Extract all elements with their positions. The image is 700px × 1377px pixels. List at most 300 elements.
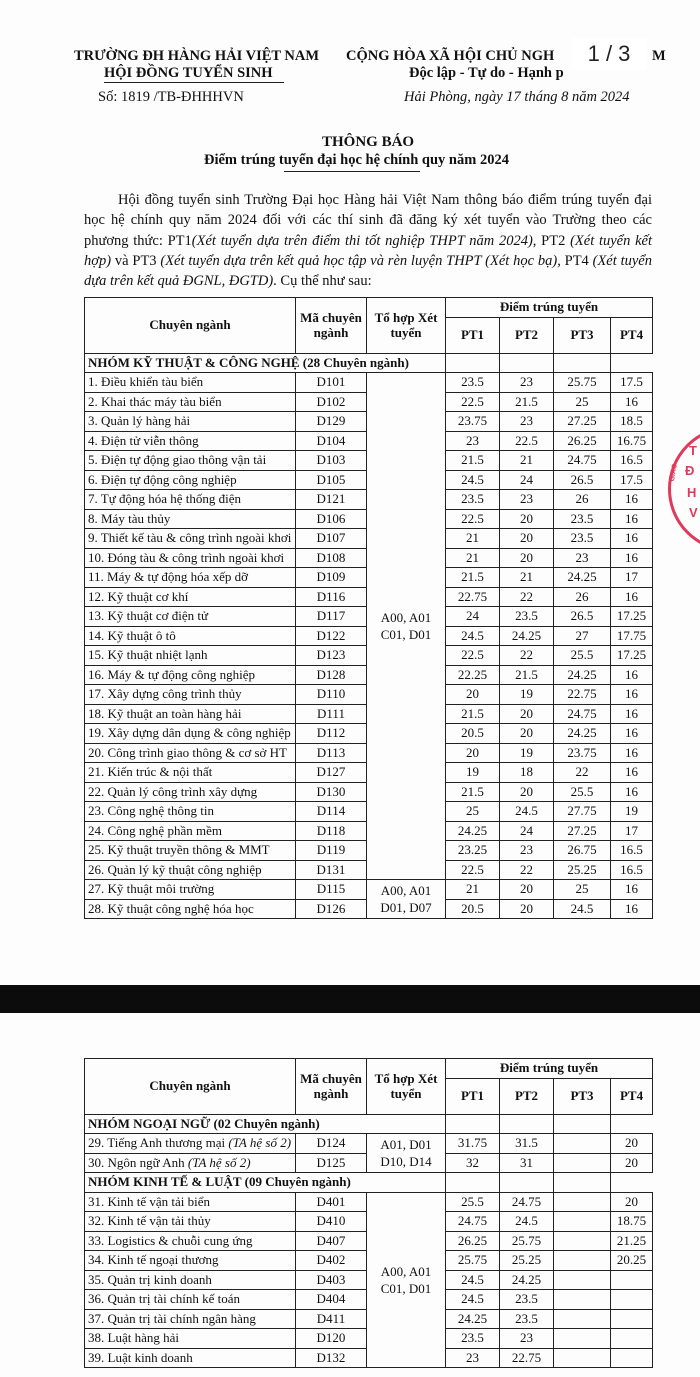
score-cell: 17.25 (611, 607, 653, 627)
score-cell: 27.25 (554, 412, 611, 432)
table-row (85, 373, 653, 393)
major-name: 6. Điện tự động công nghiệp (85, 470, 296, 490)
score-cell: 22 (554, 763, 611, 783)
score-cell: 26.5 (554, 607, 611, 627)
score-cell: 25 (446, 802, 500, 822)
score-cell: 24.25 (554, 665, 611, 685)
score-cell: 17 (611, 568, 653, 588)
major-code: D105 (296, 470, 367, 490)
score-cell: 21.5 (446, 451, 500, 471)
col-pt2-header: PT2 (500, 317, 554, 353)
major-code: D114 (296, 802, 367, 822)
major-code: D128 (296, 665, 367, 685)
major-name: 11. Máy & tự động hóa xếp dỡ (85, 568, 296, 588)
score-cell: 23 (500, 412, 554, 432)
stamp-char: V (689, 505, 698, 520)
combo-cell: A00, A01 D01, D07 (367, 880, 446, 919)
col-score-header: Điểm trúng tuyển (446, 298, 653, 318)
major-code: D103 (296, 451, 367, 471)
score-cell: 25 (554, 880, 611, 900)
score-cell: 16 (611, 665, 653, 685)
major-code: D118 (296, 821, 367, 841)
score-cell: 20 (611, 1134, 653, 1154)
group-label: NHÓM KỸ THUẬT & CÔNG NGHỆ (28 Chuyên ngành) (85, 353, 446, 373)
score-cell: 23 (500, 490, 554, 510)
major-code: D104 (296, 431, 367, 451)
major-code: D101 (296, 373, 367, 393)
score-cell: 27.75 (554, 802, 611, 822)
score-cell: 24.75 (554, 451, 611, 471)
major-code: D124 (296, 1134, 367, 1154)
empty-cell (500, 1114, 554, 1134)
major-name: 19. Xây dựng dân dụng & công nghiệp (85, 724, 296, 744)
score-cell: 21.5 (500, 392, 554, 412)
major-code: D411 (296, 1309, 367, 1329)
major-code: D403 (296, 1270, 367, 1290)
major-code: D131 (296, 860, 367, 880)
major-name: 21. Kiến trúc & nội thất (85, 763, 296, 783)
score-cell: 32 (446, 1153, 500, 1173)
empty-cell (500, 1173, 554, 1193)
score-cell: 26.25 (554, 431, 611, 451)
group-label: NHÓM KINH TẾ & LUẬT (09 Chuyên ngành) (85, 1173, 446, 1193)
empty-cell (446, 1114, 500, 1134)
score-cell: 24.25 (446, 821, 500, 841)
score-cell: 24.75 (500, 1192, 554, 1212)
nation-title: CỘNG HÒA XÃ HỘI CHỦ NGH (346, 48, 555, 64)
score-cell: 23.75 (554, 743, 611, 763)
score-cell: 16 (611, 704, 653, 724)
score-cell: 16.5 (611, 860, 653, 880)
score-cell: 24.5 (554, 899, 611, 919)
score-cell (554, 1134, 611, 1154)
col-pt3-header: PT3 (554, 1078, 611, 1114)
header-underline (104, 82, 284, 83)
major-code: D120 (296, 1329, 367, 1349)
major-code: D402 (296, 1251, 367, 1271)
score-cell: 21.5 (446, 782, 500, 802)
major-name: 17. Xây dựng công trình thủy (85, 685, 296, 705)
score-cell: 24.25 (500, 626, 554, 646)
major-code: D132 (296, 1348, 367, 1368)
score-cell (554, 1212, 611, 1232)
table-row (85, 880, 653, 900)
score-cell (554, 1290, 611, 1310)
major-code: D109 (296, 568, 367, 588)
major-code: D119 (296, 841, 367, 861)
score-cell: 20 (500, 548, 554, 568)
score-cell: 22.5 (500, 431, 554, 451)
document-page-2 (0, 1013, 700, 1377)
para-text-4: , PT4 (557, 252, 593, 269)
major-name: 16. Máy & tự động công nghiệp (85, 665, 296, 685)
col-pt2-header: PT2 (500, 1078, 554, 1114)
col-pt1-header: PT1 (446, 317, 500, 353)
score-cell: 16.5 (611, 451, 653, 471)
major-code: D115 (296, 880, 367, 900)
score-cell: 23.5 (446, 490, 500, 510)
score-cell: 17 (611, 821, 653, 841)
major-code: D122 (296, 626, 367, 646)
major-name: 12. Kỹ thuật cơ khí (85, 587, 296, 607)
para-italic-1: (Xét tuyển dựa trên điểm thi tốt nghiệp THPT năm 2024) (191, 232, 533, 249)
notice-title: THÔNG BÁO (322, 134, 415, 150)
major-name: 33. Logistics & chuỗi cung ứng (85, 1231, 296, 1251)
score-cell: 16 (611, 782, 653, 802)
score-cell: 23 (500, 373, 554, 393)
score-cell: 24.25 (446, 1309, 500, 1329)
score-cell: 20 (611, 1153, 653, 1173)
empty-cell (446, 353, 500, 373)
major-name: 36. Quản trị tài chính kế toán (85, 1290, 296, 1310)
score-cell: 20 (500, 529, 554, 549)
score-cell: 24.75 (446, 1212, 500, 1232)
major-name: 2. Khai thác máy tàu biển (85, 392, 296, 412)
major-name: 31. Kinh tế vận tải biển (85, 1192, 296, 1212)
para-text-3: và PT3 (111, 252, 161, 269)
score-cell (554, 1309, 611, 1329)
score-cell: 19 (500, 685, 554, 705)
major-code: D116 (296, 587, 367, 607)
major-code: D117 (296, 607, 367, 627)
score-cell (554, 1270, 611, 1290)
score-cell (554, 1348, 611, 1368)
col-combo-header: Tổ hợp Xét tuyển (367, 298, 446, 354)
col-pt3-header: PT3 (554, 317, 611, 353)
col-pt4-header: PT4 (611, 1078, 653, 1114)
major-code: D407 (296, 1231, 367, 1251)
score-cell: 25.5 (554, 646, 611, 666)
empty-cell (554, 1173, 611, 1193)
score-cell (554, 1251, 611, 1271)
combo-cell: A00, A01 C01, D01 (367, 1192, 446, 1368)
score-cell: 17.25 (611, 646, 653, 666)
score-cell: 21 (446, 529, 500, 549)
para-italic-4: (Xét tuyển dựa trên kết quả ĐGNL, ĐGTD) (84, 252, 652, 290)
major-code: D112 (296, 724, 367, 744)
major-name: 3. Quản lý hàng hải (85, 412, 296, 432)
score-cell: 22.5 (446, 509, 500, 529)
major-code: D102 (296, 392, 367, 412)
score-cell: 16 (611, 392, 653, 412)
col-major-header: Chuyên ngành (85, 1059, 296, 1115)
combo-cell: A00, A01 C01, D01 (367, 373, 446, 880)
major-code: D125 (296, 1153, 367, 1173)
score-cell: 23.75 (446, 412, 500, 432)
score-cell: 24.75 (554, 704, 611, 724)
score-cell: 24.25 (554, 724, 611, 744)
issue-date: Hải Phòng, ngày 17 tháng 8 năm 2024 (404, 89, 630, 105)
score-cell: 22.75 (500, 1348, 554, 1368)
score-cell: 16 (611, 899, 653, 919)
score-cell: 21 (500, 568, 554, 588)
score-cell: 24 (500, 470, 554, 490)
score-cell: 16 (611, 763, 653, 783)
score-cell: 27 (554, 626, 611, 646)
major-name: 26. Quản lý kỹ thuật công nghiệp (85, 860, 296, 880)
major-name: 28. Kỹ thuật công nghệ hóa học (85, 899, 296, 919)
score-cell: 24 (500, 821, 554, 841)
score-cell: 24.25 (554, 568, 611, 588)
score-cell: 23 (500, 1329, 554, 1349)
score-cell: 24.5 (500, 802, 554, 822)
major-code: D410 (296, 1212, 367, 1232)
major-code: D126 (296, 899, 367, 919)
major-code: D401 (296, 1192, 367, 1212)
major-code: D110 (296, 685, 367, 705)
group-row (85, 1173, 653, 1193)
notice-subtitle: Điểm trúng tuyển đại học hệ chính quy năm 2024 (204, 152, 509, 168)
score-cell: 25.25 (554, 860, 611, 880)
score-cell: 24 (446, 607, 500, 627)
score-cell: 23 (446, 1348, 500, 1368)
score-cell: 23.25 (446, 841, 500, 861)
score-cell: 20 (500, 880, 554, 900)
score-cell: 16 (611, 724, 653, 744)
score-cell: 20 (611, 1192, 653, 1212)
major-code: D404 (296, 1290, 367, 1310)
score-cell: 24.5 (500, 1212, 554, 1232)
major-code: D123 (296, 646, 367, 666)
major-name: 1. Điều khiển tàu biển (85, 373, 296, 393)
major-name: 22. Quản lý công trình xây dựng (85, 782, 296, 802)
para-italic-2: (Xét tuyển kết hợp) (84, 232, 653, 269)
table-row (85, 1134, 653, 1154)
empty-cell (446, 1173, 500, 1193)
score-cell: 26.75 (554, 841, 611, 861)
score-cell: 22 (500, 646, 554, 666)
score-cell: 19 (446, 763, 500, 783)
major-name: 13. Kỹ thuật cơ điện tử (85, 607, 296, 627)
major-name: 34. Kinh tế ngoại thương (85, 1251, 296, 1271)
score-cell (554, 1329, 611, 1349)
score-cell (611, 1270, 653, 1290)
score-cell: 18.5 (611, 412, 653, 432)
motto: Độc lập - Tự do - Hạnh p (409, 65, 564, 81)
empty-cell (611, 1114, 653, 1134)
subtitle-underline (284, 171, 420, 172)
score-cell: 23 (500, 841, 554, 861)
major-code: D106 (296, 509, 367, 529)
major-name: 20. Công trình giao thông & cơ sở HT (85, 743, 296, 763)
score-cell: 20.5 (446, 899, 500, 919)
score-cell: 25.5 (446, 1192, 500, 1212)
score-cell: 16 (611, 509, 653, 529)
score-cell: 25.25 (500, 1251, 554, 1271)
doc-number: Số: 1819 /TB-ĐHHHVN (98, 89, 244, 105)
major-note: (TA hệ số 2) (228, 1135, 292, 1151)
score-cell: 16.75 (611, 431, 653, 451)
score-cell: 31 (500, 1153, 554, 1173)
score-cell: 20.5 (446, 724, 500, 744)
table-row (85, 1192, 653, 1212)
score-cell: 17.5 (611, 373, 653, 393)
col-pt4-header: PT4 (611, 317, 653, 353)
score-cell: 22.5 (446, 860, 500, 880)
major-code: D130 (296, 782, 367, 802)
major-name: 27. Kỹ thuật môi trường (85, 880, 296, 900)
score-cell: 22.5 (446, 392, 500, 412)
empty-cell (611, 353, 653, 373)
score-cell: 21.5 (446, 704, 500, 724)
para-italic-3: (Xét tuyển dựa trên kết quả học tập và rèn luyện THPT (Xét học bạ) (160, 252, 558, 269)
stamp-char: T (689, 443, 697, 458)
score-cell: 26.25 (446, 1231, 500, 1251)
major-name: 7. Tự động hóa hệ thống điện (85, 490, 296, 510)
notice-paragraph (84, 190, 652, 291)
col-score-header: Điểm trúng tuyển (446, 1059, 653, 1079)
major-name: 25. Kỹ thuật truyền thông & MMT (85, 841, 296, 861)
major-code: D107 (296, 529, 367, 549)
major-name: 24. Công nghệ phần mềm (85, 821, 296, 841)
empty-cell (554, 1114, 611, 1134)
score-table-1 (84, 297, 653, 919)
score-cell: 17.75 (611, 626, 653, 646)
major-name: 39. Luật kinh doanh (85, 1348, 296, 1368)
score-cell: 18.75 (611, 1212, 653, 1232)
score-cell: 25.75 (554, 373, 611, 393)
score-table-2 (84, 1058, 653, 1368)
score-cell: 22 (500, 587, 554, 607)
score-cell: 22.25 (446, 665, 500, 685)
group-label: NHÓM NGOẠI NGỮ (02 Chuyên ngành) (85, 1114, 446, 1134)
score-cell: 23.5 (500, 1309, 554, 1329)
page-counter: 1 / 3 (572, 38, 646, 70)
score-cell: 20 (446, 743, 500, 763)
major-name: 4. Điện tử viễn thông (85, 431, 296, 451)
major-code: D111 (296, 704, 367, 724)
score-cell: 16 (611, 529, 653, 549)
score-cell: 22 (500, 860, 554, 880)
score-cell: 21.5 (500, 665, 554, 685)
score-cell: 19 (500, 743, 554, 763)
col-major-header: Chuyên ngành (85, 298, 296, 354)
major-code: D113 (296, 743, 367, 763)
score-cell: 22.75 (554, 685, 611, 705)
major-code: D129 (296, 412, 367, 432)
major-code: D121 (296, 490, 367, 510)
score-cell: 23.5 (554, 529, 611, 549)
score-cell: 22.5 (446, 646, 500, 666)
score-cell: 20 (500, 509, 554, 529)
para-text-2: , PT2 (532, 232, 571, 249)
org-name: TRƯỜNG ĐH HÀNG HẢI VIỆT NAM (74, 48, 320, 64)
major-name: 8. Máy tàu thủy (85, 509, 296, 529)
score-cell: 16.5 (611, 841, 653, 861)
score-cell: 27.25 (554, 821, 611, 841)
major-name: 18. Kỹ thuật an toàn hàng hải (85, 704, 296, 724)
major-name: 9. Thiết kế tàu & công trình ngoài khơi (85, 529, 296, 549)
score-cell: 23.5 (554, 509, 611, 529)
score-cell: 21.5 (446, 568, 500, 588)
score-cell: 25.75 (500, 1231, 554, 1251)
col-combo-header: Tổ hợp Xét tuyển (367, 1059, 446, 1115)
empty-cell (554, 353, 611, 373)
major-name: 38. Luật hàng hải (85, 1329, 296, 1349)
score-cell: 16 (611, 685, 653, 705)
stamp-char: H (687, 485, 697, 500)
score-cell: 21.25 (611, 1231, 653, 1251)
score-cell: 21 (500, 451, 554, 471)
major-name-text: 29. Tiếng Anh thương mại (88, 1135, 229, 1151)
score-cell: 23.5 (446, 373, 500, 393)
score-cell: 16 (611, 743, 653, 763)
score-cell: 16 (611, 587, 653, 607)
col-code-header: Mã chuyên ngành (296, 298, 367, 354)
major-name: 10. Đóng tàu & công trình ngoài khơi (85, 548, 296, 568)
score-cell (611, 1329, 653, 1349)
score-cell: 20.25 (611, 1251, 653, 1271)
empty-cell (500, 353, 554, 373)
score-cell: 26 (554, 587, 611, 607)
score-cell (554, 1192, 611, 1212)
major-name: 37. Quản trị tài chính ngân hàng (85, 1309, 296, 1329)
page-gap (0, 985, 700, 1013)
major-name: 32. Kinh tế vận tải thủy (85, 1212, 296, 1232)
score-cell (554, 1231, 611, 1251)
score-cell: 21 (446, 548, 500, 568)
score-cell: 16 (611, 548, 653, 568)
major-name: 5. Điện tự động giao thông vận tải (85, 451, 296, 471)
score-cell: 25.75 (446, 1251, 500, 1271)
score-cell: 18 (500, 763, 554, 783)
score-cell: 24.5 (446, 470, 500, 490)
para-text-5: . Cụ thể như sau: (273, 273, 372, 290)
score-cell: 26 (554, 490, 611, 510)
stamp-ring-text: GIAO (668, 463, 679, 482)
score-cell: 20 (500, 782, 554, 802)
nation-title-tail: M (652, 48, 666, 64)
major-name: 15. Kỹ thuật nhiệt lạnh (85, 646, 296, 666)
score-cell: 20 (500, 899, 554, 919)
major-code: D108 (296, 548, 367, 568)
score-cell: 24.5 (446, 626, 500, 646)
score-cell: 20 (500, 704, 554, 724)
score-cell: 19 (611, 802, 653, 822)
score-cell (554, 1153, 611, 1173)
score-cell: 16 (611, 490, 653, 510)
major-code: D127 (296, 763, 367, 783)
group-row (85, 1114, 653, 1134)
score-cell: 31.5 (500, 1134, 554, 1154)
score-cell: 31.75 (446, 1134, 500, 1154)
para-text-1: Hội đồng tuyển sinh Trường Đại học Hàng hải Việt Nam thông báo điểm trúng tuyển đại học hệ chính quy năm 2024 đối với các thí sinh đã đăng ký xét tuyển vào Trường theo các phương thức: PT1 (84, 192, 652, 249)
score-cell: 17.5 (611, 470, 653, 490)
group-row (85, 353, 653, 373)
col-pt1-header: PT1 (446, 1078, 500, 1114)
major-name: 23. Công nghệ thông tin (85, 802, 296, 822)
council-name: HỘI ĐỒNG TUYỂN SINH (104, 65, 273, 81)
major-name (85, 1134, 296, 1154)
major-note: (TA hệ số 2) (187, 1154, 251, 1170)
col-code-header: Mã chuyên ngành (296, 1059, 367, 1115)
score-cell: 24.25 (500, 1270, 554, 1290)
score-cell: 23.5 (500, 607, 554, 627)
score-cell: 25 (554, 392, 611, 412)
score-cell: 20 (500, 724, 554, 744)
score-cell: 26.5 (554, 470, 611, 490)
score-cell: 16 (611, 880, 653, 900)
stamp-char: Đ (685, 463, 695, 478)
score-cell: 24.5 (446, 1290, 500, 1310)
score-cell: 23 (554, 548, 611, 568)
major-name-text: 30. Ngôn ngữ Anh (88, 1154, 188, 1170)
major-name: 35. Quản trị kinh doanh (85, 1270, 296, 1290)
score-cell (611, 1348, 653, 1368)
official-stamp (668, 426, 700, 552)
score-cell: 20 (446, 685, 500, 705)
score-cell: 23.5 (446, 1329, 500, 1349)
